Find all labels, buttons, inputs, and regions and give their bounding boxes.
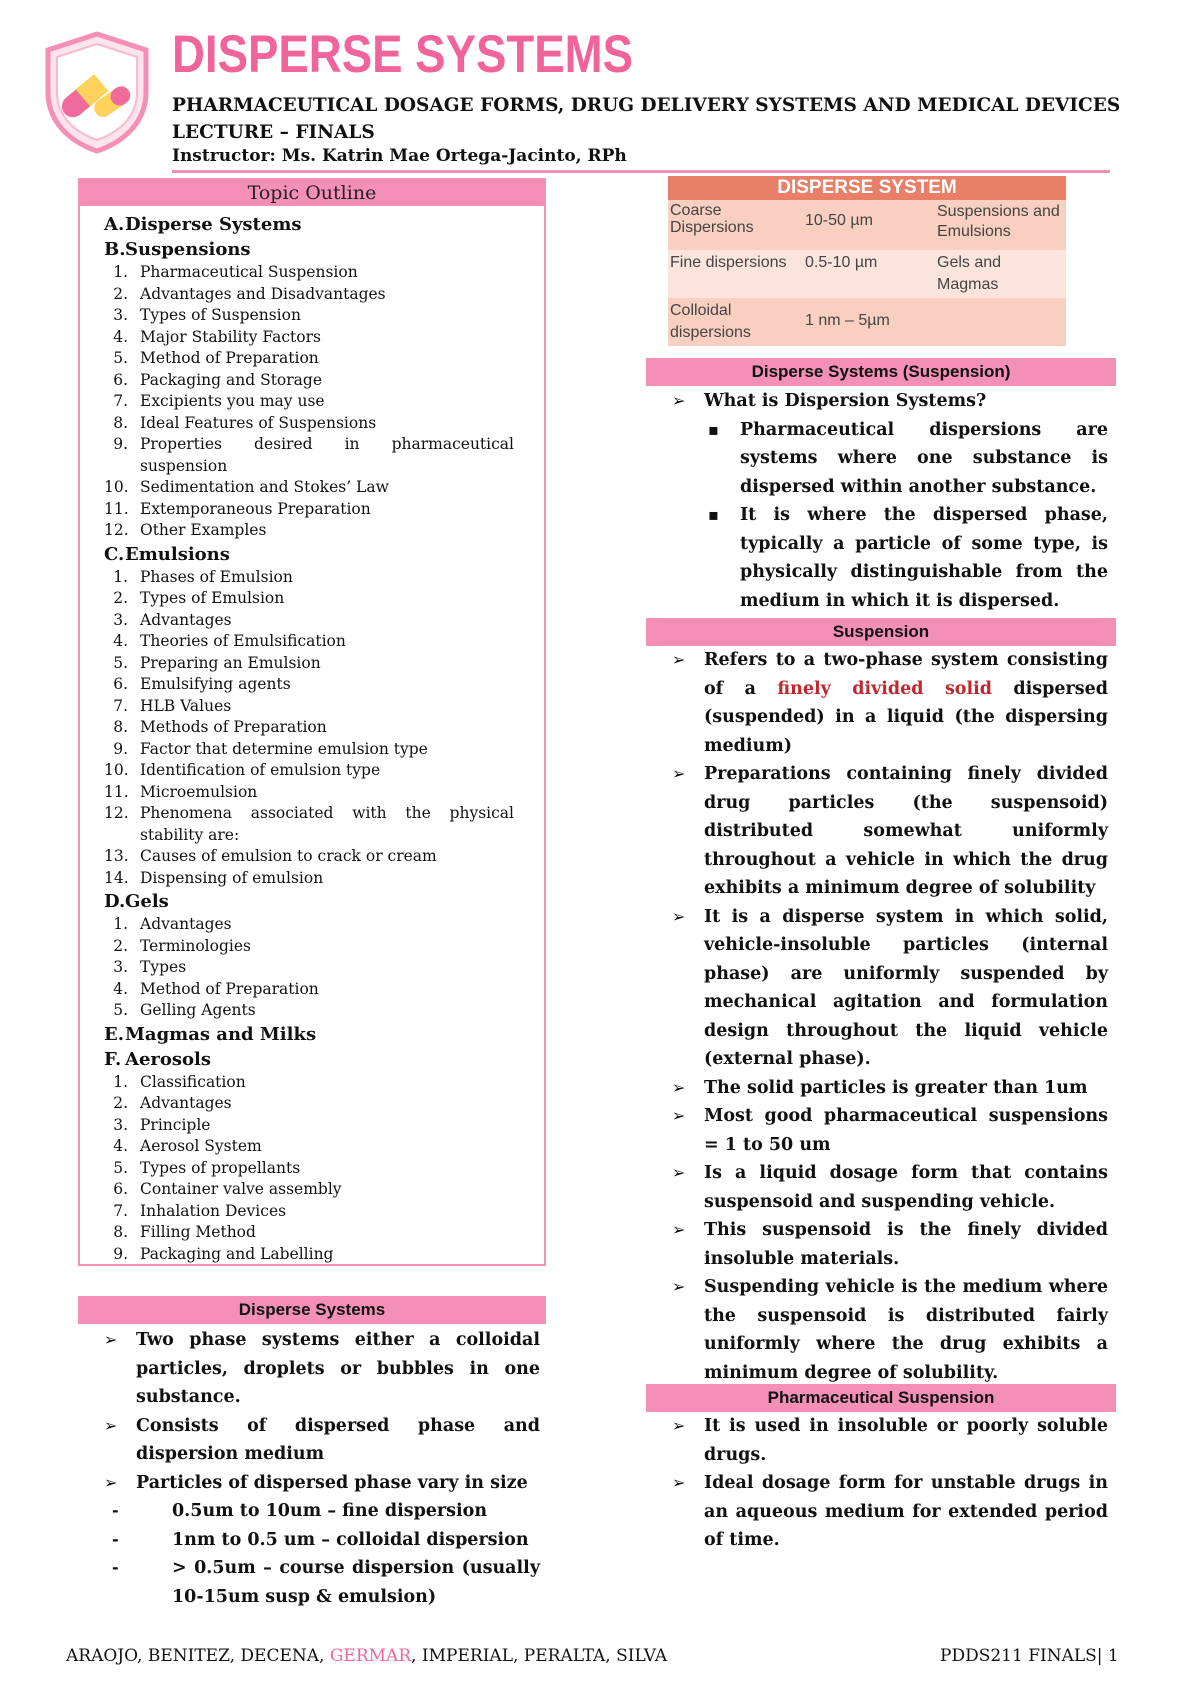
bullet: ➢ Is a liquid dosage form that contains suspensoid and suspending vehicle. [668, 1159, 1108, 1216]
topic-outline-list [80, 206, 544, 1265]
bullet: ➢ What is Dispersion Systems? [668, 387, 1108, 416]
bullet: ➢ The solid particles is greater than 1um [668, 1074, 1108, 1103]
outline-section [104, 542, 514, 567]
dash-bullet-icon: - [112, 1501, 119, 1520]
outline-item: 2. Terminologies [113, 936, 251, 955]
outline-item: 9. Factor that determine emulsion type [113, 739, 428, 758]
outline-item: 4. Major Stability Factors [113, 327, 321, 346]
outline-item: 12. Phenomena associated with the physical stability are: [104, 804, 514, 844]
outline-item: 2. Types of Emulsion [113, 589, 285, 607]
arrow-bullet-icon: ➢ [672, 1473, 686, 1492]
arrow-bullet-icon: ➢ [672, 650, 686, 669]
bullet: ➢ Preparations containing finely divided drug particles (the suspensoid) distributed somewhat uniformly throughout a vehicle in which the drug exhibits a minimum degree of solubility [668, 760, 1108, 903]
outline-item: 11. Extemporaneous Preparation [104, 499, 371, 518]
outline-section [104, 237, 514, 262]
outline-section [104, 1022, 514, 1047]
header-divider [172, 170, 1110, 173]
bullet: ➢ It is used in insoluble or poorly soluble drugs. [668, 1412, 1108, 1469]
outline-section-letter: A. [104, 214, 125, 235]
outline-item: 4. Theories of Emulsification [113, 632, 346, 650]
outline-section-title: Gels [125, 891, 169, 912]
outline-item: 4. Aerosol System [113, 1137, 262, 1155]
outline-item: 14. Dispensing of emulsion [104, 868, 324, 887]
outline-item: 5. Preparing an Emulsion [113, 653, 321, 672]
outline-section-title: Emulsions [125, 543, 230, 565]
outline-section-letter: C. [104, 543, 125, 565]
footer-authors: ARAOJO, BENITEZ, DECENA, GERMAR, IMPERIAL, PERALTA, SILVA [66, 1646, 668, 1666]
arrow-bullet-icon: ➢ [672, 1220, 686, 1239]
arrow-bullet-icon: ➢ [672, 1163, 686, 1182]
outline-section-letter: D. [104, 891, 126, 912]
table-row: Coarse Dispersions 10-50 µm Suspensions and Emulsions [668, 200, 1066, 250]
outline-section-title: Suspensions [125, 239, 251, 260]
outline-item: 5. Types of propellants [113, 1158, 301, 1177]
outline-section-letter: B. [104, 239, 126, 260]
dash-bullet-icon: - [112, 1558, 119, 1577]
sub-bullet: - 0.5um to 10um – fine dispersion [100, 1497, 540, 1526]
section-heading-pharmaceutical-suspension: Pharmaceutical Suspension [646, 1384, 1116, 1412]
footer-page-number: PDDS211 FINALS| 1 [940, 1646, 1119, 1666]
outline-item: 1. Classification [113, 1072, 246, 1091]
outline-item: 5. Method of Preparation [113, 349, 319, 367]
outline-item: 3. Types [113, 958, 187, 976]
outline-item: 10. Sedimentation and Stokes’ Law [104, 478, 389, 496]
outline-item: 8. Methods of Preparation [113, 718, 327, 736]
sub-bullet: - > 0.5um – course dispersion (usually 10-15um susp & emulsion) [100, 1554, 540, 1611]
course-subtitle [172, 92, 1120, 146]
outline-item: 11. Microemulsion [104, 782, 258, 801]
outline-item: 6. Packaging and Storage [113, 370, 322, 389]
bullet: ➢ Suspending vehicle is the medium where the suspensoid is distributed fairly uniformly where the drug exhibits a minimum degree of solubility. [668, 1273, 1108, 1387]
outline-section [104, 889, 514, 914]
outline-item: 7. HLB Values [113, 696, 232, 715]
outline-section [104, 212, 514, 237]
topic-outline-box [78, 178, 546, 1266]
outline-item: 1. Pharmaceutical Suspension [113, 263, 358, 281]
ds-suspension-content [668, 387, 1108, 615]
outline-section-title: Aerosols [125, 1048, 212, 1070]
sub-bullet: - 1nm to 0.5 um – colloidal dispersion [100, 1526, 540, 1555]
arrow-bullet-icon: ➢ [104, 1330, 118, 1349]
outline-item: 9. Packaging and Labelling [113, 1244, 334, 1263]
arrow-bullet-icon: ➢ [672, 1077, 686, 1097]
lecture-label: LECTURE – FINALS [172, 122, 375, 143]
outline-item: 3. Principle [113, 1115, 211, 1134]
instructor-line: Instructor: Ms. Katrin Mae Ortega-Jacinto, RPh [172, 146, 627, 166]
outline-item: 2. Advantages [113, 1094, 232, 1112]
outline-item: 6. Emulsifying agents [113, 675, 291, 693]
bullet: ➢ Two phase systems either a colloidal particles, droplets or bubbles in one substance. [100, 1326, 540, 1412]
table-row: Fine dispersions 0.5-10 µm Gels and Magmas [668, 250, 1066, 298]
arrow-bullet-icon: ➢ [672, 391, 686, 410]
arrow-bullet-icon: ➢ [104, 1472, 118, 1492]
arrow-bullet-icon: ➢ [672, 1416, 686, 1435]
dash-bullet-icon: - [112, 1529, 119, 1549]
outline-item: 13. Causes of emulsion to crack or cream [104, 847, 437, 865]
suspension-content [668, 646, 1108, 1387]
arrow-bullet-icon: ➢ [672, 764, 686, 783]
outline-item: 3. Types of Suspension [113, 306, 301, 324]
section-heading-ds-suspension: Disperse Systems (Suspension) [646, 358, 1116, 386]
page-title: DISPERSE SYSTEMS [172, 25, 633, 84]
bullet: ➢ Most good pharmaceutical suspensions = 1 to 50 um [668, 1102, 1108, 1159]
outline-item: 10. Identification of emulsion type [104, 761, 381, 779]
section-heading-disperse-systems: Disperse Systems [78, 1296, 546, 1324]
outline-section [104, 1047, 514, 1072]
outline-item: 7. Excipients you may use [113, 392, 325, 410]
outline-item: 8. Filling Method [113, 1223, 256, 1241]
square-bullet-icon: ▪ [708, 505, 719, 524]
arrow-bullet-icon: ➢ [672, 906, 686, 926]
bullet: ➢ Refers to a two-phase system consisting of a finely divided solid dispersed (suspended) in a liquid (the dispersing medium) [668, 646, 1108, 760]
outline-section-title: Disperse Systems [125, 214, 302, 235]
arrow-bullet-icon: ➢ [672, 1277, 686, 1296]
outline-item: 1. Phases of Emulsion [113, 567, 293, 586]
bullet: ➢ This suspensoid is the finely divided insoluble materials. [668, 1216, 1108, 1273]
section-heading-suspension: Suspension [646, 618, 1116, 646]
sub-bullet: ▪ Pharmaceutical dispersions are systems where one substance is dispersed within another substance. [668, 416, 1108, 502]
outline-item: 1. Advantages [113, 915, 232, 933]
bullet: ➢ Particles of dispersed phase vary in size [100, 1469, 540, 1498]
sub-bullet: ▪ It is where the dispersed phase, typically a particle of some type, is physically distinguishable from the medium in which it is dispersed. [668, 501, 1108, 615]
outline-item: 2. Advantages and Disadvantages [113, 284, 386, 303]
outline-item: 7. Inhalation Devices [113, 1201, 287, 1220]
table-header: DISPERSE SYSTEM [668, 176, 1066, 200]
arrow-bullet-icon: ➢ [672, 1106, 686, 1125]
topic-outline-heading: Topic Outline [80, 180, 544, 206]
pharmaceutical-suspension-content [668, 1412, 1108, 1555]
bullet: ➢ Consists of dispersed phase and dispersion medium [100, 1412, 540, 1469]
outline-item: 3. Advantages [113, 610, 232, 629]
course-name: PHARMACEUTICAL DOSAGE FORMS, DRUG DELIVERY SYSTEMS AND MEDICAL DEVICES [172, 95, 1121, 116]
outline-item: 8. Ideal Features of Suspensions [113, 413, 377, 432]
outline-section-letter: F. [104, 1048, 122, 1070]
bullet: ➢ It is a disperse system in which solid, vehicle-insoluble particles (internal phase) are uniformly suspended by mechanical agitation and formulation design throughout the liquid vehicle (external phase). [668, 903, 1108, 1074]
disperse-system-table [668, 176, 1066, 346]
square-bullet-icon: ▪ [708, 419, 719, 439]
outline-item: 5. Gelling Agents [113, 1001, 256, 1019]
table-row: Colloidal dispersions 1 nm – 5µm [668, 298, 1066, 346]
outline-section-letter: E. [104, 1023, 124, 1045]
outline-item: 9. Properties desired in pharmaceutical suspension [113, 435, 514, 475]
outline-item: 12. Other Examples [104, 521, 267, 539]
bullet: ➢ Ideal dosage form for unstable drugs in an aqueous medium for extended period of time. [668, 1469, 1108, 1555]
arrow-bullet-icon: ➢ [104, 1415, 118, 1435]
outline-item: 6. Container valve assembly [113, 1180, 342, 1198]
disperse-systems-content [100, 1326, 540, 1611]
outline-item: 4. Method of Preparation [113, 979, 319, 998]
outline-section-title: Magmas and Milks [125, 1023, 317, 1045]
pill-shield-logo [42, 30, 152, 154]
